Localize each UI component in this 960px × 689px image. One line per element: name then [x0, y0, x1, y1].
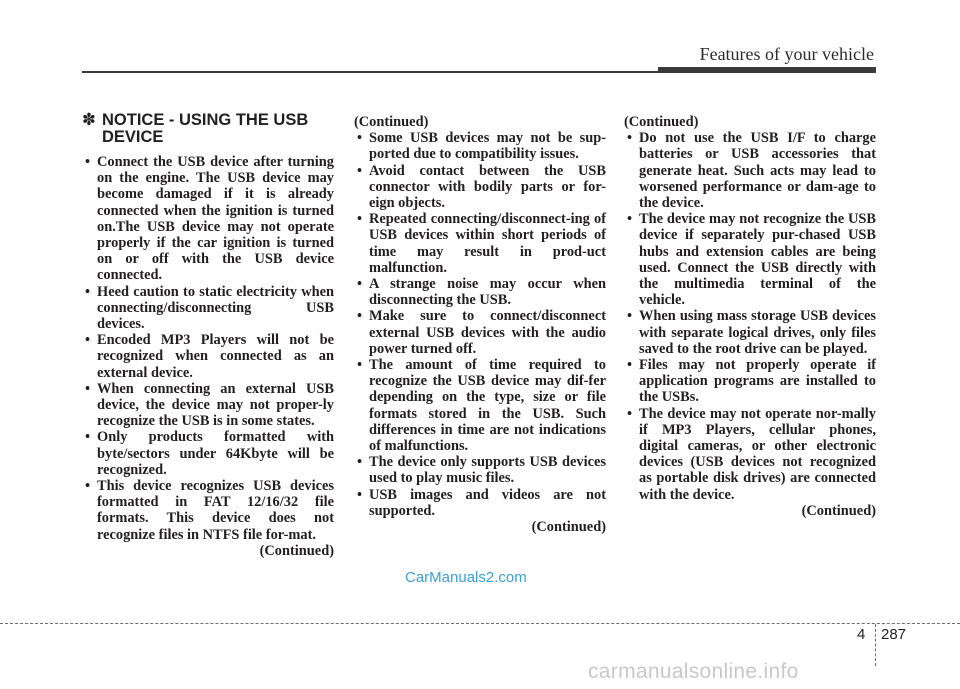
bullet-list	[624, 130, 876, 503]
continued-label: (Continued)	[531, 519, 606, 536]
list-item: • This device recognizes USB devices formatted in FAT 12/16/32 file formats. This device does not recognize files in NTFS file for-mat.	[82, 478, 334, 543]
list-item: • The device may not recognize the USB device if separately pur-chased USB hubs and extension cables are being used. Connect the USB directly with the multimedia terminal of the vehicle.	[624, 211, 876, 308]
watermark-link[interactable]: CarManuals2.com	[405, 569, 527, 586]
list-item: • Repeated connecting/disconnect-ing of USB devices within short periods of time may result in prod-uct malfunction.	[354, 211, 606, 276]
list-item: • The amount of time required to recognize the USB device may dif-fer depending on the type, size or file formats stored in the USB. Such differences in time are not indications of malfunctions.	[354, 357, 606, 454]
column-2	[354, 114, 606, 535]
list-item: • Do not use the USB I/F to charge batteries or USB accessories that generate heat. Such acts may lead to worsened performance or dam-age to the device.	[624, 130, 876, 211]
bullet-list	[82, 154, 334, 543]
list-item: • The device may not operate nor-mally if MP3 Players, cellular phones, digital cameras, or other electronic devices (USB devices not recognized as portable disk drives) are connected with the device.	[624, 406, 876, 503]
list-item: • Heed caution to static electricity when connecting/disconnecting USB devices.	[82, 284, 334, 333]
continued-label: (Continued)	[801, 502, 876, 519]
header-rule-accent	[658, 67, 876, 73]
bullet-list	[354, 130, 606, 519]
list-item: • Connect the USB device after turning on the engine. The USB device may become damaged if it is already connected when the ignition is turned on.The USB device may not operate properly if the car ignition is turned on or off with the USB device connected.	[82, 154, 334, 284]
list-item: • Files may not properly operate if application programs are installed to the USBs.	[624, 357, 876, 406]
list-item: • USB images and videos are not supported.	[354, 487, 606, 519]
list-item: • The device only supports USB devices used to play music files.	[354, 454, 606, 486]
notice-title	[82, 112, 334, 146]
continued-label: (Continued)	[259, 542, 334, 559]
chapter-number: 4	[857, 626, 866, 643]
list-item: • A strange noise may occur when disconnecting the USB.	[354, 276, 606, 308]
header-title: Features of your vehicle	[699, 44, 874, 64]
list-item: • Make sure to connect/disconnect external USB devices with the audio power turned off.	[354, 308, 606, 357]
notice-star-icon: ✽	[82, 111, 96, 129]
bottom-watermark: carmanualsonline.info	[588, 660, 799, 683]
list-item: • Avoid contact between the USB connector with bodily parts or for-eign objects.	[354, 163, 606, 212]
column-1	[82, 112, 334, 559]
list-item: • Some USB devices may not be sup-ported due to compatibility issues.	[354, 130, 606, 162]
column-3	[624, 114, 876, 519]
list-item: • When connecting an external USB device, the device may not proper-ly recognize the USB is in some states.	[82, 381, 334, 430]
continued-heading: (Continued)	[354, 114, 429, 130]
notice-title-line2: DEVICE	[102, 128, 164, 146]
page-number: 287	[881, 626, 907, 643]
list-item: • Only products formatted with byte/sectors under 64Kbyte will be recognized.	[82, 429, 334, 478]
continued-heading: (Continued)	[624, 114, 699, 130]
list-item: • When using mass storage USB devices with separate logical drives, only files saved to the root drive can be played.	[624, 308, 876, 357]
page-number-divider	[875, 624, 876, 666]
footer-rule	[0, 623, 960, 624]
notice-title-line1: NOTICE - USING THE USB	[102, 111, 309, 129]
list-item: • Encoded MP3 Players will not be recognized when connected as an external device.	[82, 332, 334, 381]
